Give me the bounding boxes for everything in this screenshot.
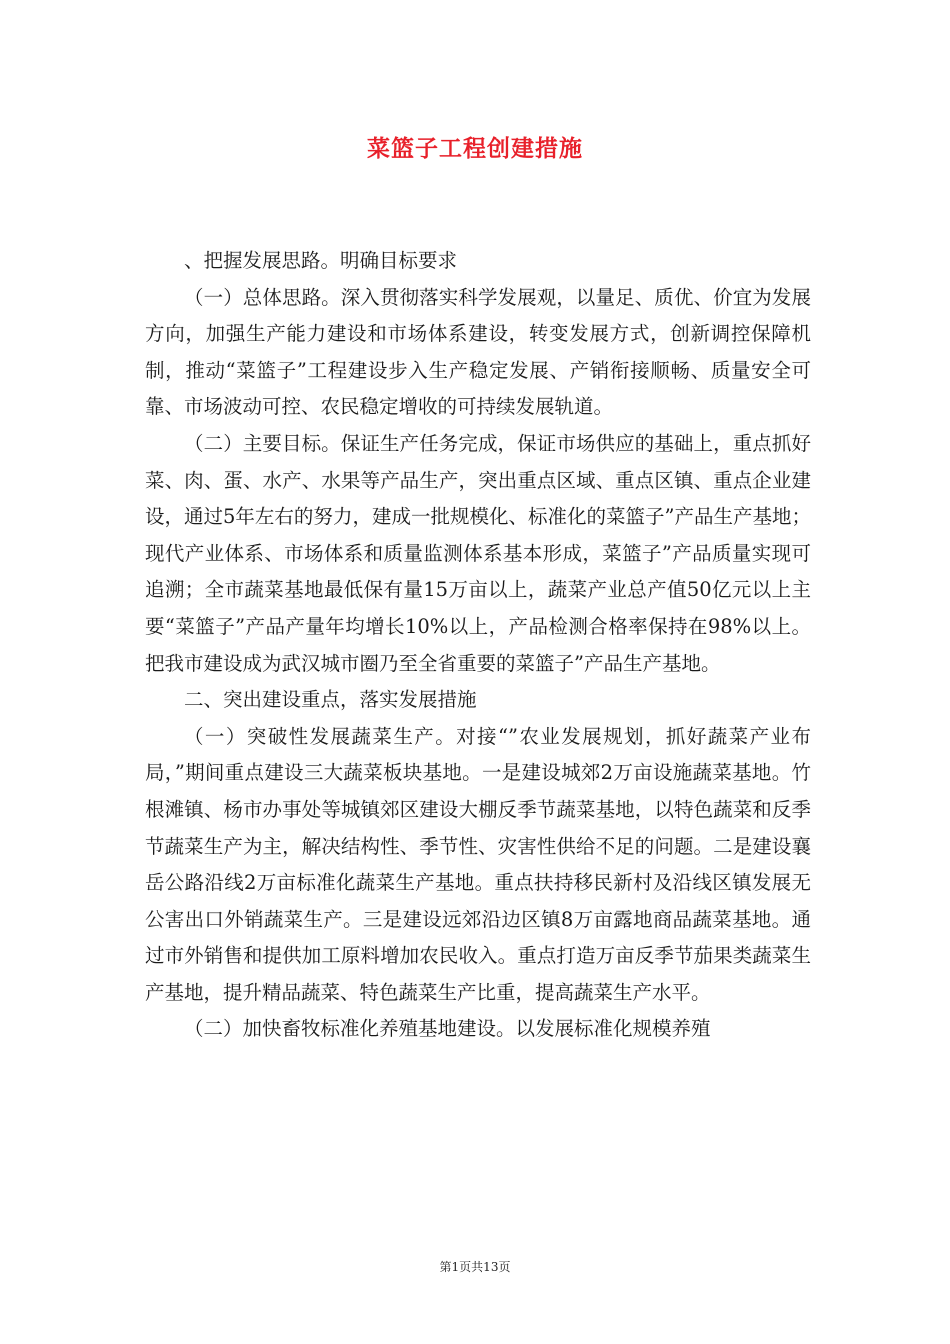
paragraph-main-goals: （二）主要目标。保证生产任务完成，保证市场供应的基础上，重点抓好菜、肉、蛋、水产、水果等产品生产，突出重点区域、重点区镇、重点企业建设，通过5年左右的努力，建成一批规模化、标准化的菜篮子”产品生产基地；现代产业体系、市场体系和质量监测体系基本形成，菜篮子”产品质量实现可追溯；全市蔬菜基地最低保有量15万亩以上，蔬菜产业总产值50亿元以上主要“菜篮子”产品产量年均增长10%以上，产品检测合格率保持在98%以上。把我市建设成为武汉城市圈乃至全省重要的菜篮子”产品生产基地。	[145, 431, 811, 675]
paragraph-heading-2: 二、突出建设重点，落实发展措施	[184, 688, 477, 712]
paragraph-heading-1: 、把握发展思路。明确目标要求	[184, 249, 458, 272]
document-title: 菜篮子工程创建措施	[367, 135, 583, 162]
paragraph-livestock: （二）加快畜牧标准化养殖基地建设。以发展标准化规模养殖	[184, 1017, 711, 1041]
page-number: 第1页共13页	[439, 1260, 511, 1274]
paragraph-vegetable-production: （一）突破性发展蔬菜生产。对接“”农业发展规划，抓好蔬菜产业布局，”期间重点建设三大蔬菜板块基地。一是建设城郊2万亩设施蔬菜基地。竹根滩镇、杨市办事处等城镇郊区建设大棚反季节蔬菜基地，以特色蔬菜和反季节蔬菜生产为主，解决结构性、季节性、灾害性供给不足的问题。二是建设襄岳公路沿线2万亩标准化蔬菜生产基地。重点扶持移民新村及沿线区镇发展无公害出口外销蔬菜生产。三是建设远郊沿边区镇8万亩露地商品蔬菜基地。通过市外销售和提供加工原料增加农民收入。重点打造万亩反季节茄果类蔬菜生产基地，提升精品蔬菜、特色蔬菜生产比重，提高蔬菜生产水平。	[145, 724, 811, 1004]
document-body	[145, 243, 811, 1048]
paragraph-overall-approach: （一）总体思路。深入贯彻落实科学发展观，以量足、质优、价宜为发展方向，加强生产能力建设和市场体系建设，转变发展方式，创新调控保障机制，推动“菜篮子”工程建设步入生产稳定发展、产销衔接顺畅、质量安全可靠、市场波动可控、农民稳定增收的可持续发展轨道。	[145, 285, 811, 419]
